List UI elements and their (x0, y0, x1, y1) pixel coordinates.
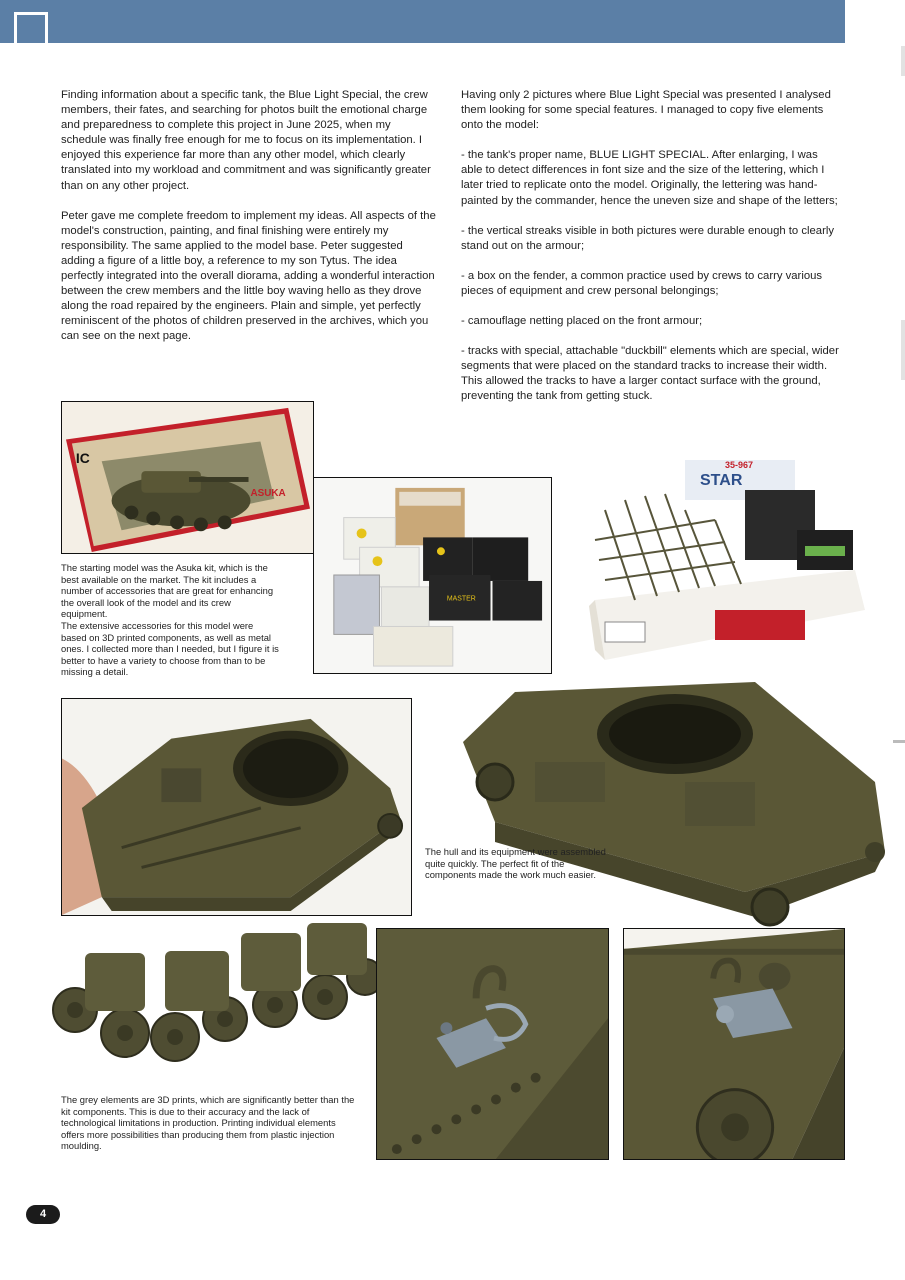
prints-caption: The grey elements are 3D prints, which are significantly better than the kit components. This is due to their accuracy and the lack of technological limitations in production. Printing individual elements offers more possibilities than producing them from plastic injection moulding. (61, 1094, 355, 1152)
page-number: 4 (26, 1205, 60, 1224)
paragraph: - tracks with special, attachable "duckbill" elements which are special, wider segments that were placed on the standard tracks to increase their width. This allowed the tracks to have a larger contact surface with the ground, preventing the tank from getting stuck. (461, 345, 839, 403)
article-left-column (61, 88, 437, 360)
edge-mark (901, 46, 905, 76)
paragraph: - the tank's proper name, BLUE LIGHT SPECIAL. After enlarging, I was able to detect differences in font size and the size of the lettering, which I later tried to replicate onto the model. Originally, the lettering was hand-painted by the commander, hence the uneven size and shape of the letters; (461, 149, 838, 207)
hull-assembled-photo (455, 672, 895, 927)
print-detail-photo-2 (623, 928, 845, 1160)
paragraph: - a box on the fender, a common practice used by crews to carry various pieces of equipment and crew personal belongings; (461, 269, 823, 297)
pack-label: STAR (700, 472, 743, 489)
kit-box-photo (61, 401, 314, 554)
paragraph: Having only 2 pictures where Blue Light Special was presented I analysed them looking for some special features. I managed to copy five elements onto the model: (461, 89, 831, 132)
paragraph: - the vertical streaks visible in both pictures were durable enough to clearly stand out on the armour; (461, 224, 834, 252)
accessories-photo (313, 477, 552, 674)
edge-mark (901, 320, 905, 380)
pack-brand: MASTER (446, 595, 476, 603)
article-right-column (461, 88, 839, 420)
print-detail-photo-1 (376, 928, 609, 1160)
header-square-mark (14, 12, 48, 46)
box-brand: ASUKA (250, 487, 286, 499)
paragraph: Peter gave me complete freedom to implement my ideas. All aspects of the model's construction, painting, and final finishing were entirely my responsibility. The same applied to the model base. Peter suggested adding a figure of a little boy, a reference to my son Tytus. The idea perfectly integrated into the overall diorama, adding a wonderful interaction between the crew members and the little boy waving hello as they drove along the road repaired by the engineers. Plain and simple, yet perfectly reminiscent of the photos of children preserved in the archives, which you can see on the next page. (61, 209, 436, 343)
paragraph: - camouflage netting placed on the front armour; (461, 315, 703, 328)
pack-code: 35-967 (725, 460, 754, 470)
paragraph: Finding information about a specific tank, the Blue Light Special, the crew members, their fates, and searching for photos built the emotional charge and preparedness to complete this project in June 2025, when my schedule was finally free enough for me to focus on its implementation. I enjoyed this experience far more than any other model, which clearly translated into my workload and commitment and was significantly greater than on any other project. (61, 89, 431, 192)
header-band (0, 0, 845, 43)
sprues-photo (565, 450, 865, 660)
kit-caption: The starting model was the Asuka kit, which is the best available on the market. The kit includes a number of accessories that are great for enhancing the overall look of the model and its crew equipment. The extensive accessories for this model were based on 3D printed components, as well as metal ones. I collected more than I needed, but I figure it is better to have a variety to choose from than to be missing a detail. (61, 562, 279, 678)
bogies-photo (45, 915, 390, 1090)
hull-caption: The hull and its equipment were assembled quite quickly. The perfect fit of the components made the work much easier. (425, 846, 606, 881)
hull-in-hand-photo (61, 698, 412, 916)
box-title: IC (75, 450, 90, 467)
